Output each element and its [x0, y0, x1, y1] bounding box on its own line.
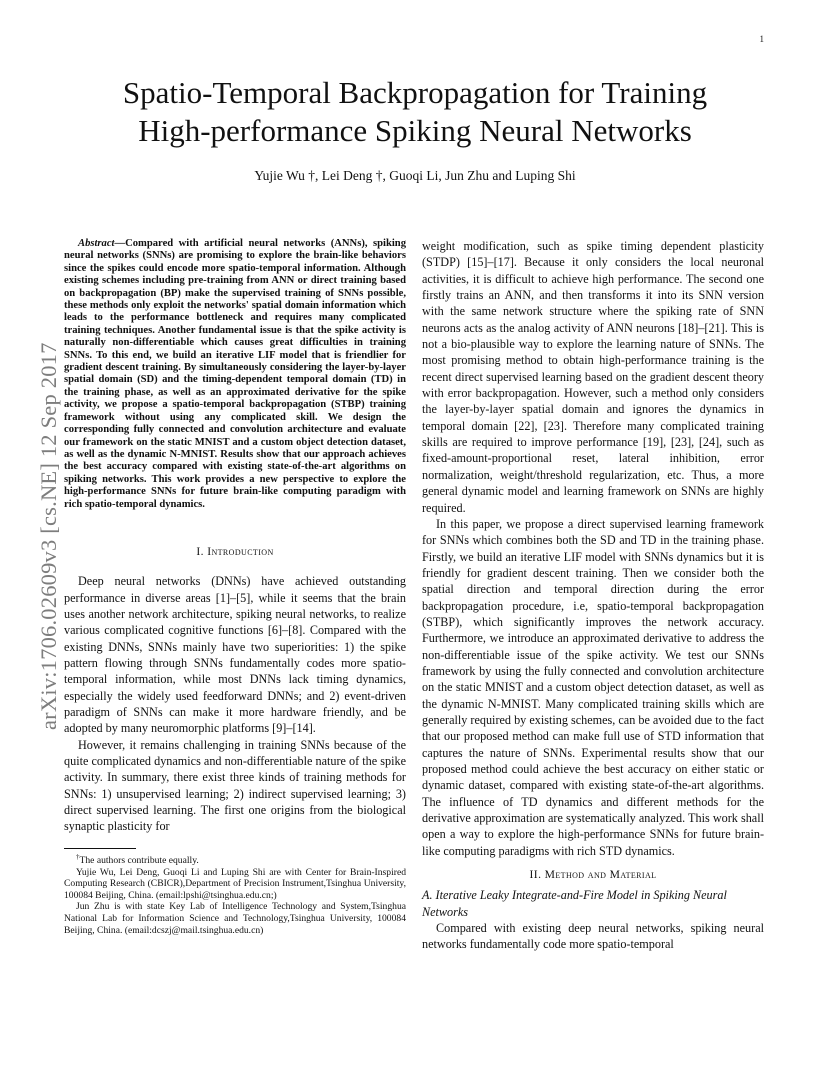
abstract: [64, 238, 406, 511]
page-number: 1: [759, 34, 764, 44]
title-line-1: Spatio-Temporal Backpropagation for Training: [122, 75, 708, 110]
right-paragraph-1: weight modification, such as spike timing dependent plasticity (STDP) [15]–[17]. Because it only considers the local neuronal activities, it is difficult to achieve high performance. The second one firstly trains an ANN, and then transforms it into its SNN version with the same network structure where the spiking rate of SNN neurons acts as the analog activity of ANN neurons [18]–[21]. This is not a bio-plausible way to explore the learning nature of SNNs. The most promising method to obtain high-performance training is the recent direct supervised learning based on the gradient descent theory with error backpropagation. However, such a method only considers the layer-by-layer spatial domain and ignores the dynamics in temporal domain [22], [23]. Therefore many complicated training skills are required to improve performance [19], [23], [24], such as fixed-amount-proportional reset, lateral inhibition, error normalization, weight/threshold regularization, etc. Thus, a more general dynamic model and learning framework on SNNs are highly required.: [422, 239, 764, 515]
footnote-1: [64, 852, 406, 867]
left-column: [64, 238, 406, 936]
section-heading-introduction: I. Introduction: [196, 544, 274, 558]
footnote-1-text: The authors contribute equally.: [79, 854, 199, 866]
right-paragraph-3: Compared with existing deep neural networks, spiking neural networks fundamentally code more spatio-temporal: [422, 921, 764, 952]
abstract-text: —Compared with artificial neural networks (ANNs), spiking neural networks (SNNs) are promising to explore the brain-like behaviors since the spikes could encode more spatio-temporal information. Although existing schemes including pre-training from ANN or direct training based on backpropagation (BP) make the supervised training of SNNs possible, these methods only exploit the networks' spatial domain information which leads to the performance bottleneck and requires many complicated training techniques. Another fundamental issue is that the spike activity is naturally non-differentiable which causes great difficulties in training SNNs. To this end, we build an iterative LIF model that is friendlier for gradient descent training. By simultaneously considering the layer-by-layer spatial domain (SD) and the timing-dependent temporal domain (TD) in the training phase, as well as an approximated derivative for the spike activity, we propose a spatio-temporal backpropagation (STBP) training framework without using any complicated skill. We design the corresponding fully connected and convolution architecture and evaluate our framework on the static MNIST and a custom object detection dataset, as well as the dynamic N-MNIST. Results show that our approach achieves the best accuracy compared with existing state-of-the-art algorithms on spiking networks. This work provides a new perspective to explore the high-performance SNNs for future brain-like computing paradigm with rich spatio-temporal dynamics.: [64, 238, 406, 510]
section-heading-method: II. Method and Material: [529, 868, 657, 882]
abstract-label: Abstract: [78, 238, 115, 249]
intro-paragraph-2: However, it remains challenging in training SNNs because of the quite complicated dynamics and non-differentiable nature of the spike activity. In summary, there exist three kinds of training methods for SNNs: 1) unsupervised learning; 2) indirect supervised learning; 3) direct supervised learning. The first one origins from the biological synaptic plasticity for: [64, 737, 406, 834]
footnote-divider: [64, 848, 136, 849]
footnote-2: Yujie Wu, Lei Deng, Guoqi Li and Luping Shi are with Center for Brain-Inspired Computing Research (CBICR),Department of Precision Instrument,Tsinghua University, 100084 Beijing, China. (email:lpshi@tsinghua.edu.cn;): [64, 866, 406, 901]
right-paragraph-2: In this paper, we propose a direct supervised learning framework for SNNs which combines both the SD and TD in the training phase. Firstly, we build an iterative LIF model with SNNs dynamics but it is friendly for gradient descent training. Then we consider both the spatial direction and temporal direction during the error backpropagation procedure, i.e, spatio-temporal backpropagation (STBP), which significantly improves the network accuracy. Furthermore, we introduce an approximated derivative to address the non-differentiable issue of the spike activity. We test our SNNs framework by using the fully connected and convolution architecture on the static MNIST and a custom object detection dataset, as well as the dynamic N-MNIST. Many complicated training skills which are generally required by existing schemes, can be avoided due to the fact that our proposed method can make full use of STD information that captures the nature of SNNs. Experimental results show that our proposed method could achieve the best accuracy on either static or dynamic dataset, compared with existing state-of-the-art algorithms. The influence of TD dynamics and different methods for the derivative approximation are systematically analyzed. This work shall open a way to explore the high-performance SNNs for future brain-like computing paradigms with rich STD dynamics.: [422, 516, 764, 858]
arxiv-stamp: arXiv:1706.02609v3 [cs.NE] 12 Sep 2017: [36, 342, 61, 730]
right-column: [422, 238, 764, 953]
author-list: Yujie Wu †, Lei Deng †, Guoqi Li, Jun Zhu and Luping Shi: [254, 168, 576, 183]
footnote-3: Jun Zhu is with state Key Lab of Intelligence Technology and System,Tsinghua National Lab for Information Science and Technology,Tsinghua University, 100084 Beijing, China. (email:dcszj@mail.tsinghua.edu.cn): [64, 901, 406, 936]
subsection-heading-a: A. Iterative Leaky Integrate-and-Fire Model in Spiking Neural Networks: [422, 888, 727, 919]
intro-paragraph-1: Deep neural networks (DNNs) have achieved outstanding performance in diverse areas [1]–[5], while it seems that the brain uses another network architecture, spiking neural networks, to realize various complicated cognitive functions [6]–[8]. Compared with the existing DNNs, SNNs mainly have two superiorities: 1) the spike pattern flowing through SNNs fundamentally codes more spatio-temporal information, while most DNNs lack timing dynamics, especially the widely used feedforward DNNs; and 2) event-driven paradigm of SNNs can make it more hardware friendly, and be adopted by many neuromorphic platforms [9]–[14].: [64, 574, 406, 736]
paper-title: [90, 74, 740, 150]
footnote-mark: †: [76, 852, 80, 861]
title-line-2: High-performance Spiking Neural Networks: [138, 113, 692, 148]
arxiv-stamp-container: [18, 285, 61, 730]
